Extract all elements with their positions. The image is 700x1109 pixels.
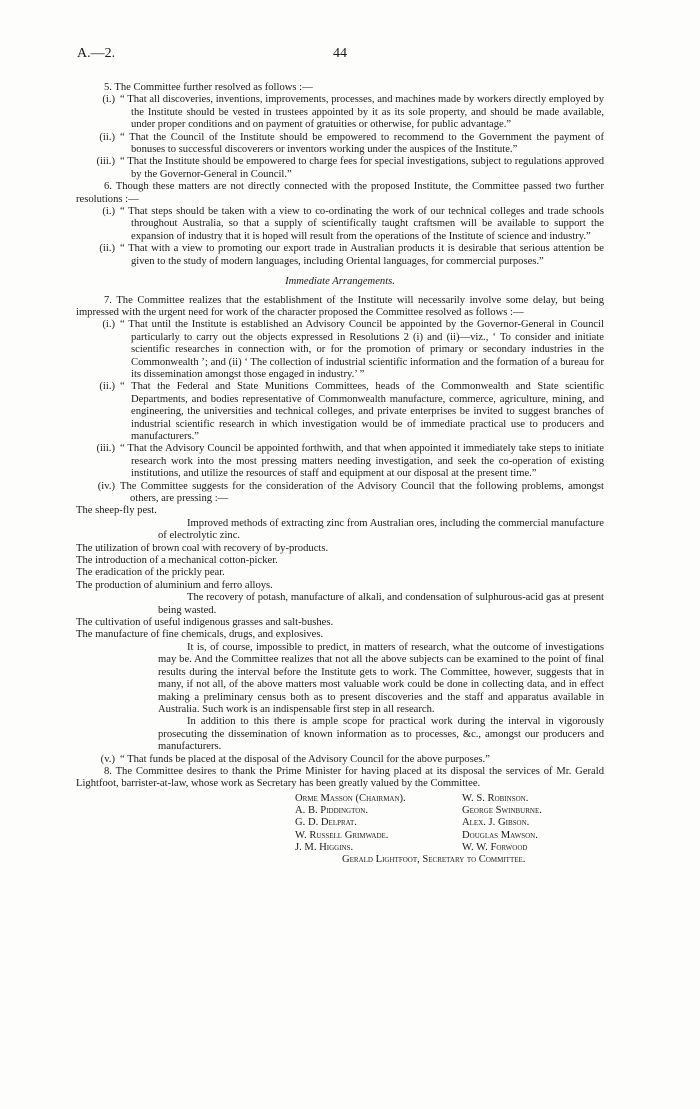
section-heading: Immediate Arrangements. bbox=[285, 276, 395, 288]
item-text: “ That the Council of the Institute should be empowered to recommend to the Government the payment of bonuses to successful discoverers or inventors working under the auspices of the Institute.” bbox=[120, 131, 604, 156]
signatory: G. D. Delprat. bbox=[295, 817, 357, 829]
list-item bbox=[76, 206, 604, 243]
list-item bbox=[76, 243, 604, 268]
signatures bbox=[295, 793, 542, 854]
signatory: W. W. Forwood bbox=[462, 841, 528, 853]
section-reference: A.—2. bbox=[77, 46, 116, 61]
item-text: “ That steps should be taken with a view to co-ordinating the work of our technical colleges and trade schools throughout Australia, so that a supply of scientifically taught craftsmen will be available to support the expansion of industry that it is hoped will result from the operations of the Institute of science and industry.” bbox=[120, 206, 604, 242]
list-item bbox=[76, 754, 604, 766]
item-text: “ That with a view to promoting our export trade in Australian products it is desirable that serious attention be given to the study of modern languages, including Oriental languages, for commercial purposes.” bbox=[120, 243, 604, 267]
problem-item: The introduction of a mechanical cotton-picker. bbox=[76, 555, 278, 567]
dissemination-note: In addition to this there is ample scope for practical work during the interval in vigorously prosecuting the dissemination of known information as to processes, &c., amongst our producers and manufacturers. bbox=[158, 716, 604, 753]
signatory: Douglas Mawson. bbox=[462, 829, 538, 841]
problem-item: The cultivation of useful indigenous grasses and salt-bushes. bbox=[76, 617, 334, 629]
item-text: “ That the Advisory Council be appointed forthwith, and that when appointed it immediately take steps to initiate research work into the most pressing matters needing investigation, and seek the co-operation of existing institutions, and utilize the resources of staff and equipment at our disposal at the present time.” bbox=[120, 443, 604, 480]
problem-item: The manufacture of fine chemicals, drugs, and explosives. bbox=[76, 629, 324, 641]
signatory: A. B. Piddington. bbox=[295, 805, 368, 817]
list-item bbox=[76, 156, 604, 181]
problem-item: The eradication of the prickly pear. bbox=[76, 567, 225, 579]
item-number: (i.) bbox=[102, 319, 115, 331]
item-number: (v.) bbox=[100, 753, 115, 765]
signature-row bbox=[295, 842, 542, 854]
signatory: W. Russell Grimwade. bbox=[295, 829, 389, 841]
item-number: (iv.) bbox=[97, 480, 115, 492]
item-number: (ii.) bbox=[99, 381, 115, 393]
signature-row bbox=[295, 830, 542, 842]
signatory: George Swinburne. bbox=[462, 805, 542, 817]
item-text: “ That until the Institute is established an Advisory Council be appointed by the Governor-General in Council particularly to carry out the objects expressed in Resolutions 2 (i) and (ii)—viz., ‘ To consider and initiate scientific researches in connection with, or for the promotion of primary or secondary industries in the Commonwealth ’; and (ii) ‘ The collection of industrial scientific information and the formation of a bureau for its dissemination amongst those engaged in industry.’ ” bbox=[120, 319, 604, 380]
signatory: Orme Masson (Chairman). bbox=[295, 792, 406, 804]
list-item bbox=[76, 94, 604, 131]
list-item bbox=[76, 319, 604, 381]
signatory: Alex. J. Gibson. bbox=[462, 817, 530, 829]
item-text: The Committee suggests for the consideration of the Advisory Council that the following problems, amongst others, are pressing :— bbox=[120, 480, 604, 504]
list-item bbox=[76, 132, 604, 157]
problem-item: The production of aluminium and ferro alloys. bbox=[76, 579, 273, 591]
signature-row bbox=[295, 805, 542, 817]
list-item bbox=[76, 443, 604, 480]
secretary-signature: Gerald Lightfoot, Secretary to Committee. bbox=[342, 854, 526, 866]
item-number: (i.) bbox=[102, 94, 115, 106]
research-note: It is, of course, impossible to predict, in matters of research, what the outcome of investigations may be. And the Committee realizes that not all the above subjects can be examined to the point of final results during the interval before the Institute gets to work. The Committee, however, suggests that in many, if not all, of the above matters most valuable work could be done in collecting data, and in effect making a preliminary census both as to present discoveries and the staff and apparatus available in Australia. Such work is an indispensable first step in all research. bbox=[158, 641, 604, 715]
problem-item: The recovery of potash, manufacture of alkali, and condensation of sulphurous-acid gas at present being wasted. bbox=[158, 592, 604, 616]
item-number: (iii.) bbox=[96, 443, 115, 455]
document-body bbox=[76, 82, 604, 867]
problem-item: The sheep-fly pest. bbox=[76, 505, 157, 517]
item-text: “ That funds be placed at the disposal of the Advisory Council for the above purposes.” bbox=[120, 753, 490, 765]
signatory: W. S. Robinson. bbox=[462, 792, 529, 804]
item-number: (iii.) bbox=[96, 156, 115, 168]
list-item bbox=[76, 381, 604, 443]
item-text: “ That all discoveries, inventions, improvements, processes, and machines made by workers directly employed by the Institute should be vested in trustees appointed by it as its sole property, and should be made available, under proper conditions and on payment of gratuities or otherwise, for public advantage.” bbox=[120, 94, 604, 131]
item-text: “ That the Institute should be empowered to charge fees for special investigations, subject to regulations approved by the Governor-General in Council.” bbox=[120, 156, 604, 180]
para-8: 8. The Committee desires to thank the Prime Minister for having placed at its disposal the services of Mr. Gerald Lightfoot, barrister-at-law, whose work as Secretary has been greatly valued by the Committee. bbox=[76, 765, 604, 790]
para-6-lead: 6. Though these matters are not directly connected with the proposed Institute, the Committee passed two further resolutions :— bbox=[76, 181, 604, 205]
item-text: “ That the Federal and State Munitions Committees, heads of the Commonwealth and State scientific Departments, and bodies representative of Commonwealth manufacture, commerce, agriculture, mining, and engineering, the universities and technical colleges, and private enterprises be invited to suggest branches of industrial scientific research in which investigation would be of immediate practical use to producers and manufacturers.” bbox=[120, 381, 604, 442]
item-number: (ii.) bbox=[99, 243, 115, 255]
problem-item: Improved methods of extracting zinc from Australian ores, including the commercial manufacture of electrolytic zinc. bbox=[158, 517, 604, 542]
para-5-lead: 5. The Committee further resolved as follows :— bbox=[104, 82, 313, 93]
signature-row bbox=[295, 793, 542, 805]
signature-row bbox=[295, 817, 542, 829]
item-number: (i.) bbox=[102, 206, 115, 218]
problem-list bbox=[76, 505, 604, 641]
para-7-lead: 7. The Committee realizes that the establishment of the Institute will necessarily involve some delay, but being impressed with the urgent need for work of the character proposed the Committee resolved as follows :— bbox=[76, 294, 604, 318]
item-number: (ii.) bbox=[99, 131, 115, 143]
problem-item: The utilization of brown coal with recovery of by-products. bbox=[76, 542, 329, 554]
list-item bbox=[76, 481, 604, 506]
page-number: 44 bbox=[333, 46, 347, 61]
signatory: J. M. Higgins. bbox=[295, 841, 354, 853]
